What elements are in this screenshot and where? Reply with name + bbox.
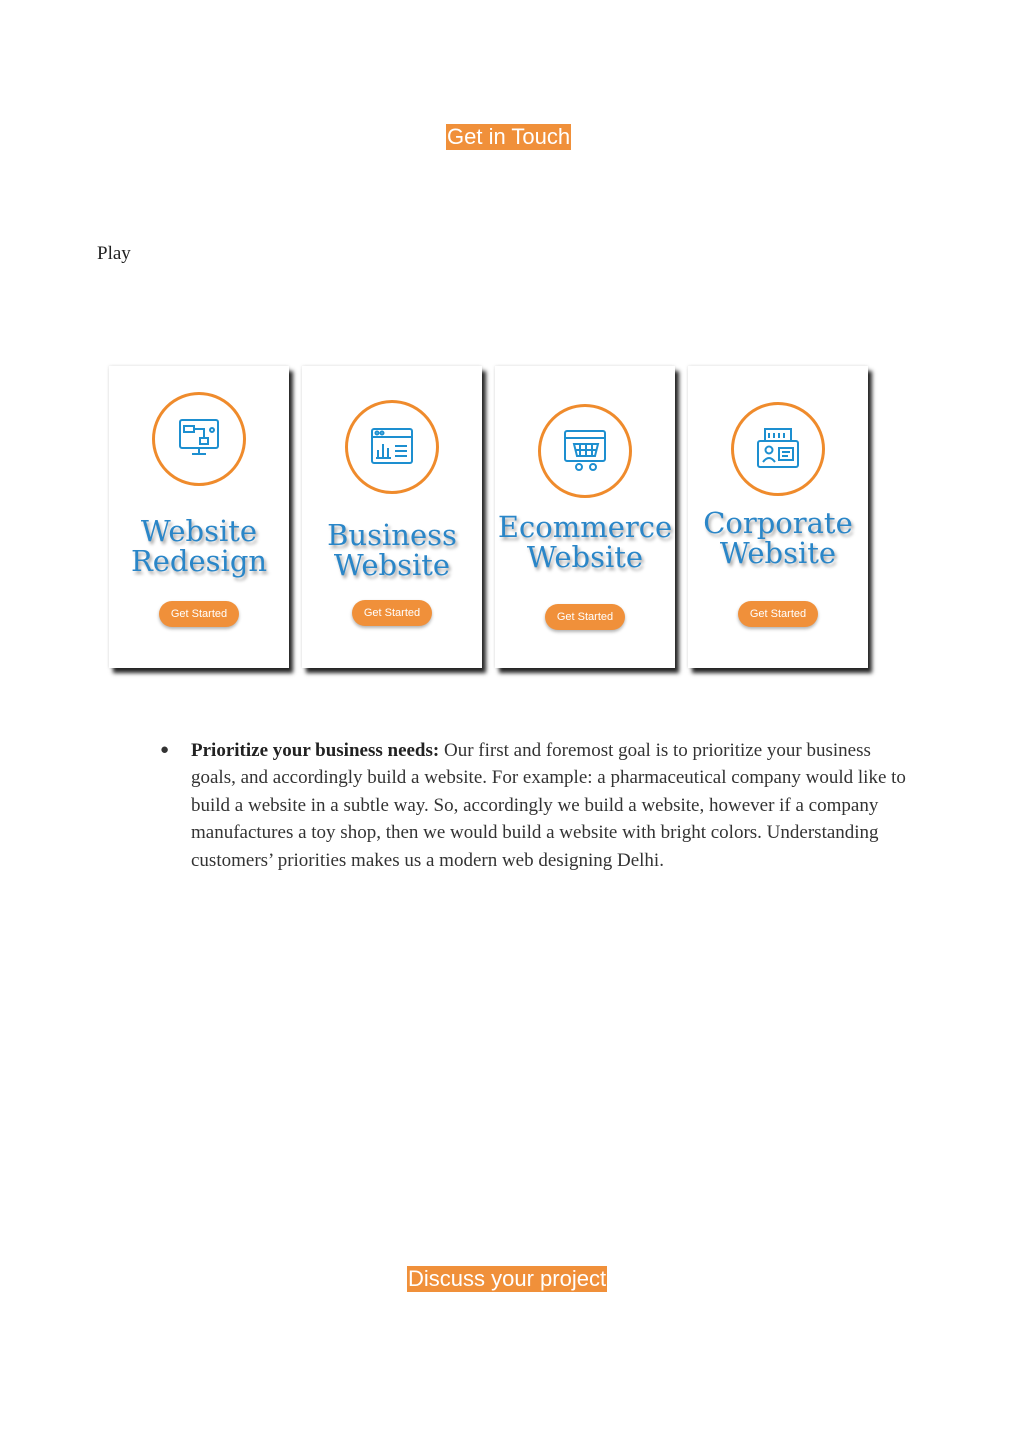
redesign-icon [174, 414, 224, 464]
service-title: Corporate Website [703, 506, 853, 570]
service-card-ecommerce-website [495, 366, 675, 668]
get-started-button[interactable]: Get Started [545, 604, 625, 630]
corporate-building-icon-ring [731, 402, 825, 496]
service-card-website-redesign [109, 366, 289, 668]
business-chart-icon-ring [345, 400, 439, 494]
corporate-building-icon [753, 424, 803, 474]
services-banner [106, 366, 876, 678]
redesign-icon-ring [152, 392, 246, 486]
service-title: Website Redesign [130, 514, 268, 578]
play-label[interactable]: Play [97, 243, 131, 264]
service-card-corporate-website [688, 366, 868, 668]
get-started-button[interactable]: Get Started [159, 601, 239, 627]
discuss-your-project-link[interactable]: Discuss your project [408, 1266, 607, 1291]
bullet-dot: ● [160, 742, 170, 758]
list-item [160, 737, 920, 874]
service-title: Ecommerce Website [497, 510, 673, 574]
bullet-list [160, 737, 920, 874]
shopping-cart-icon [560, 426, 610, 476]
get-in-touch-link[interactable]: Get in Touch [447, 124, 571, 149]
service-title: Business Website [327, 518, 457, 582]
get-started-button[interactable]: Get Started [738, 601, 818, 627]
bullet-body: Our first and foremost goal is to prioritize your business goals, and accordingly build a website. For example: a pharmaceutical company would like to build a website in a subtle way. So, accordingly we build a website, however if a company manufactures a toy shop, then we would build a website with bright colors. Understanding customers’ priorities makes us a modern web designing Delhi. [191, 740, 906, 871]
get-started-button[interactable]: Get Started [352, 600, 432, 626]
shopping-cart-icon-ring [538, 404, 632, 498]
service-card-business-website [302, 366, 482, 668]
bullet-heading: Prioritize your business needs: [191, 740, 440, 761]
business-chart-icon [367, 422, 417, 472]
